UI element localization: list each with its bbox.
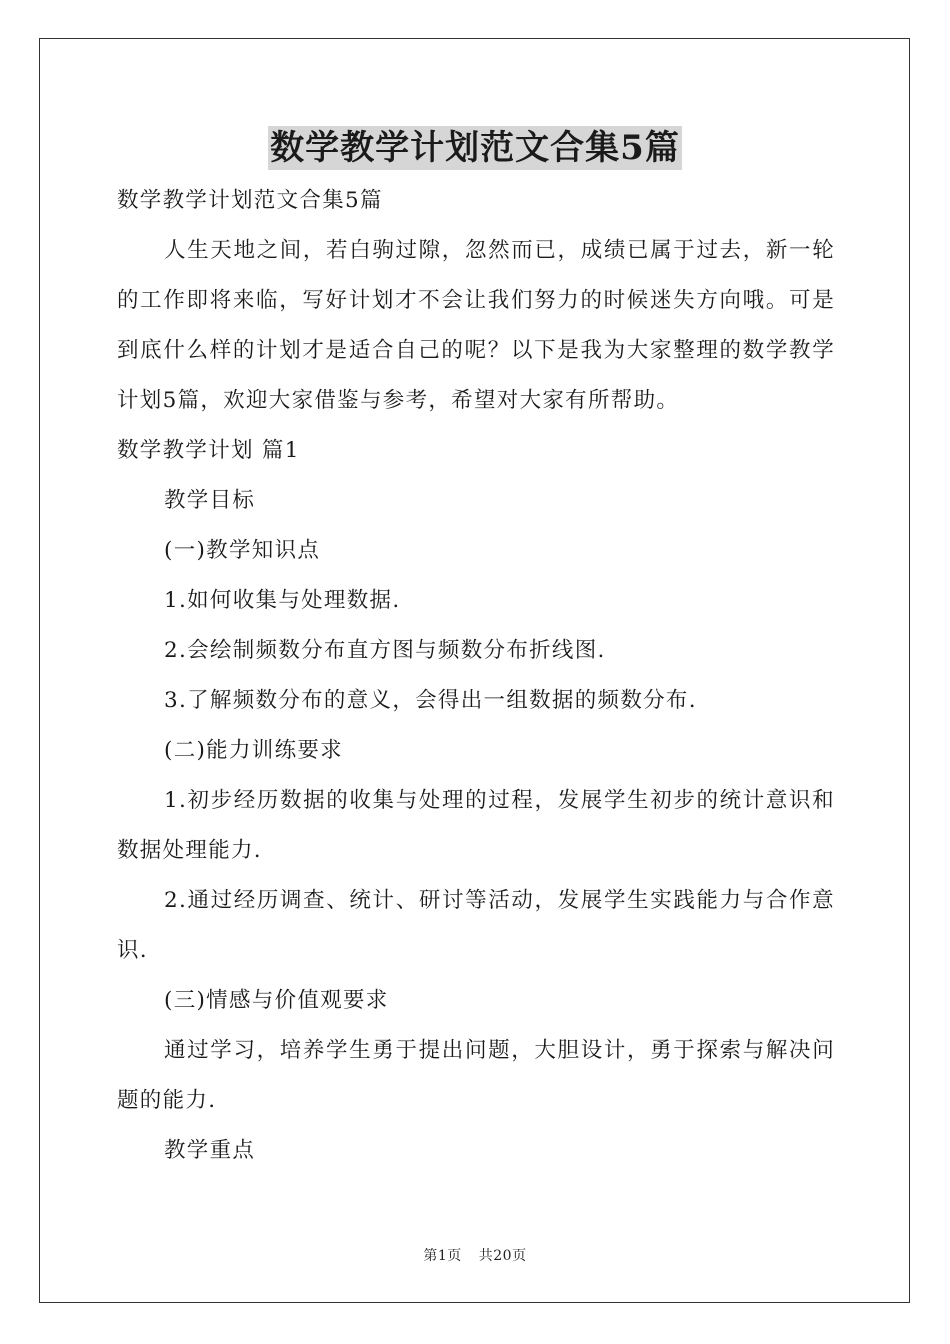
page-footer: [0, 1245, 950, 1265]
paragraph: (二)能力训练要求: [164, 738, 343, 763]
document-title: 数学教学计划范文合集5篇: [270, 128, 680, 168]
paragraph: 1.如何收集与处理数据.: [164, 588, 401, 613]
document-body: [117, 176, 835, 1176]
paragraph: 数学教学计划 篇1: [117, 438, 300, 463]
paragraph: 2.会绘制频数分布直方图与频数分布折线图.: [164, 638, 606, 663]
paragraph: 1.初步经历数据的收集与处理的过程，发展学生初步的统计意识和数据处理能力.: [117, 788, 835, 863]
paragraph: 2.通过经历调查、统计、研讨等活动，发展学生实践能力与合作意识.: [117, 888, 835, 963]
paragraph: 数学教学计划范文合集5篇: [117, 188, 383, 213]
paragraph: (三)情感与价值观要求: [164, 988, 389, 1013]
paragraph: 教学目标: [164, 488, 256, 513]
paragraph: (一)教学知识点: [164, 538, 321, 563]
paragraph: 3.了解频数分布的意义，会得出一组数据的频数分布.: [164, 688, 697, 713]
title-container: [0, 126, 950, 170]
paragraph: 通过学习，培养学生勇于提出问题，大胆设计，勇于探索与解决问题的能力.: [117, 1038, 835, 1113]
page-total: 共20页: [478, 1248, 527, 1264]
page-number: 第1页: [423, 1248, 462, 1264]
paragraph: 人生天地之间，若白驹过隙，忽然而已，成绩已属于过去，新一轮的工作即将来临，写好计划才不会让我们努力的时候迷失方向哦。可是到底什么样的计划才是适合自己的呢？以下是我为大家整理的数学教学计划5篇，欢迎大家借鉴与参考，希望对大家有所帮助。: [117, 238, 835, 413]
paragraph: 教学重点: [164, 1138, 256, 1163]
